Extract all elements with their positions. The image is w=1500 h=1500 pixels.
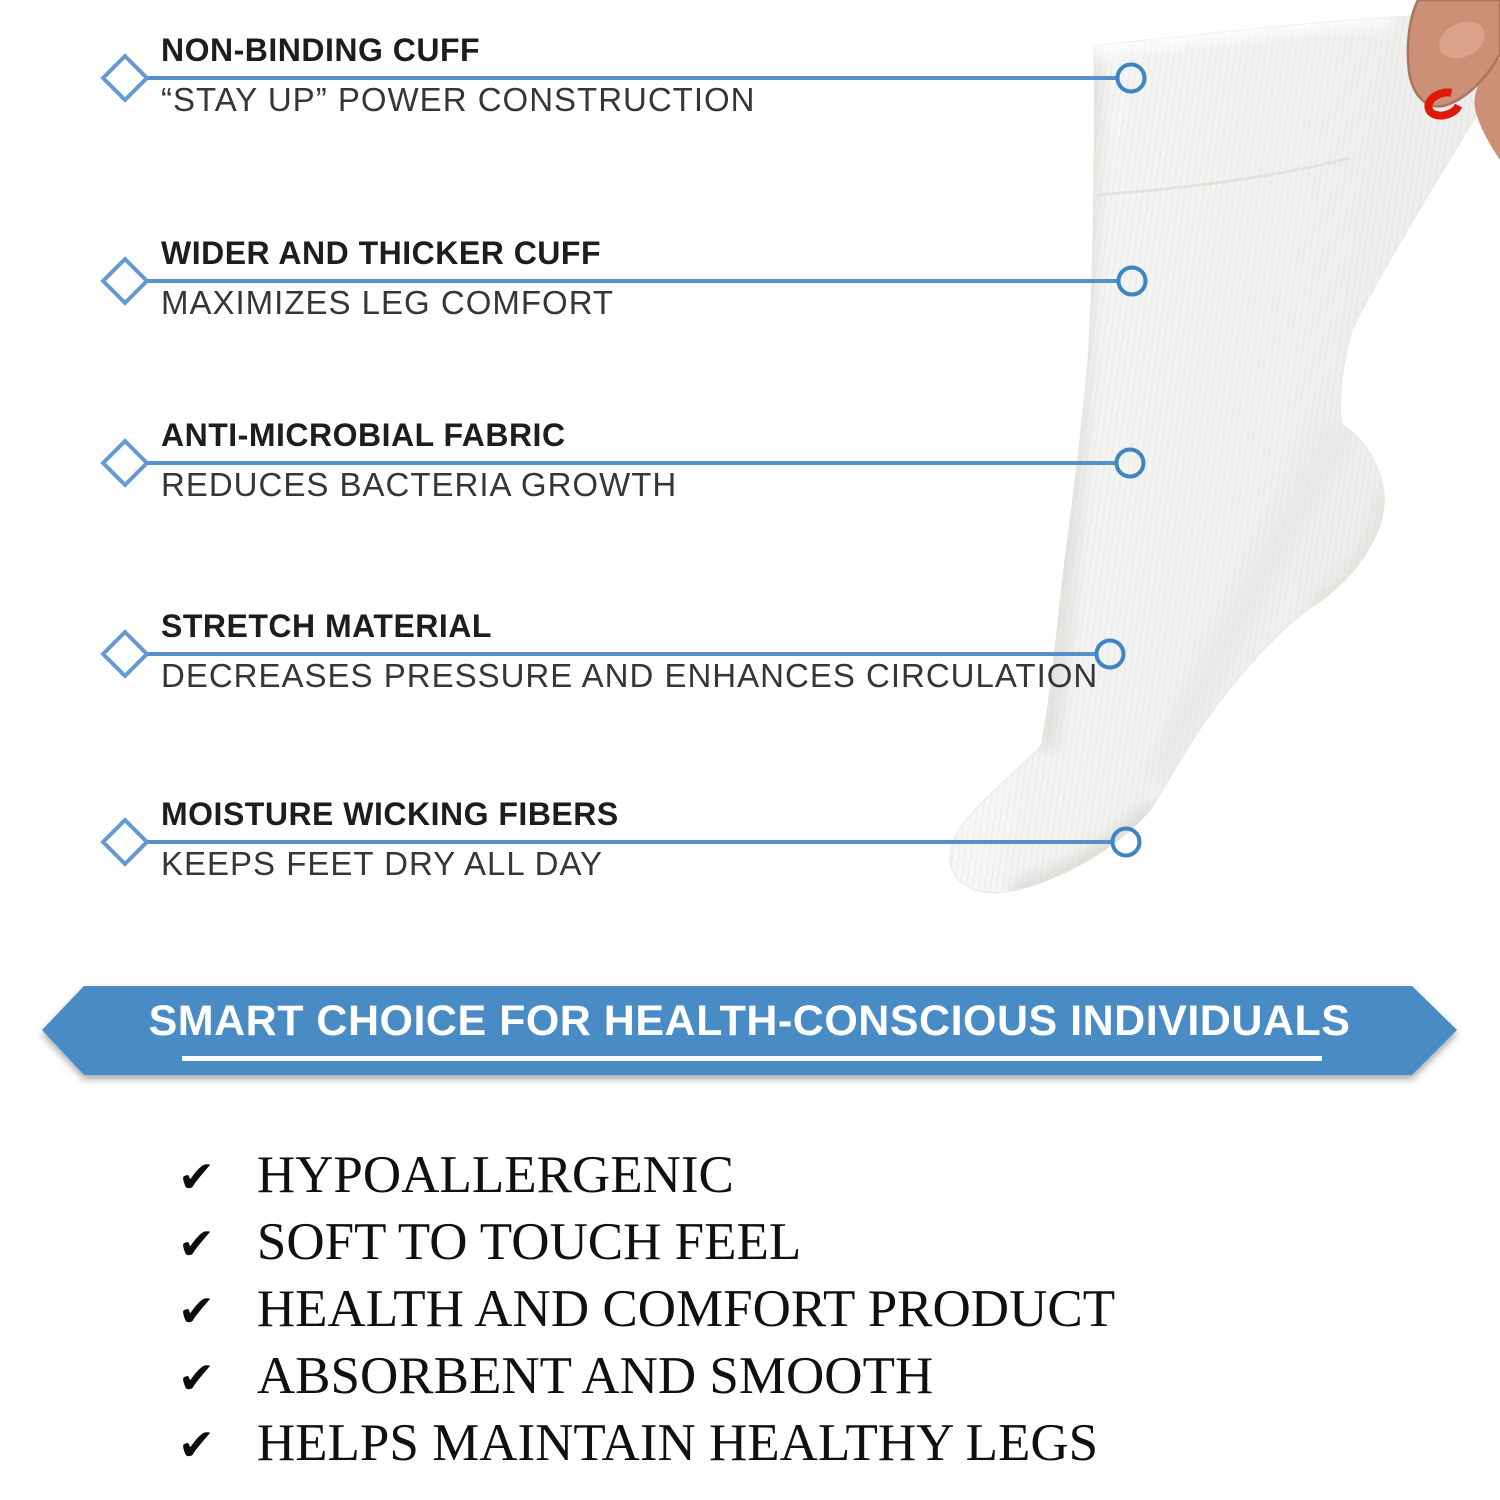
callout-title: NON-BINDING CUFF [161, 32, 481, 68]
sock-rib-texture [950, 15, 1495, 892]
callout-anti-microbial-fabric [161, 419, 677, 501]
benefits-list [178, 1142, 1115, 1477]
diamond-outline-icon [103, 441, 147, 485]
callout-wider-thicker-cuff [161, 237, 614, 319]
check-icon: ✔ [178, 1220, 215, 1269]
banner-underline [182, 1056, 1322, 1061]
benefit-label: HYPOALLERGENIC [256, 1146, 734, 1204]
check-icon: ✔ [178, 1153, 215, 1202]
callout-subtitle: DECREASES PRESSURE AND ENHANCES CIRCULATION [161, 657, 1099, 694]
benefit-item [178, 1142, 1115, 1209]
diamond-outline-icon [103, 632, 147, 676]
callout-subtitle: KEEPS FEET DRY ALL DAY [161, 845, 604, 882]
sock-image [950, 15, 1495, 892]
benefit-item [178, 1209, 1115, 1276]
check-icon: ✔ [178, 1354, 215, 1403]
callout-title: MOISTURE WICKING FIBERS [161, 796, 619, 832]
benefit-label: HELPS MAINTAIN HEALTHY LEGS [256, 1414, 1099, 1472]
check-icon: ✔ [178, 1421, 215, 1470]
callout-subtitle: MAXIMIZES LEG COMFORT [161, 284, 615, 321]
benefit-item [178, 1343, 1115, 1410]
callout-title: ANTI-MICROBIAL FABRIC [161, 417, 566, 453]
callout-title: STRETCH MATERIAL [161, 608, 492, 644]
callout-subtitle: “STAY UP” POWER CONSTRUCTION [161, 81, 756, 118]
banner-headline: SMART CHOICE FOR HEALTH-CONSCIOUS INDIVIDUALS [148, 997, 1351, 1045]
callout-non-binding-cuff [161, 34, 756, 116]
check-icon: ✔ [178, 1287, 215, 1336]
callout-title: WIDER AND THICKER CUFF [161, 235, 601, 271]
diamond-outline-icon [103, 820, 147, 864]
diamond-outline-icon [103, 56, 147, 100]
benefit-label: HEALTH AND COMFORT PRODUCT [256, 1280, 1116, 1338]
benefit-item [178, 1276, 1115, 1343]
benefit-label: ABSORBENT AND SMOOTH [256, 1347, 934, 1405]
callout-subtitle: REDUCES BACTERIA GROWTH [161, 466, 678, 503]
diamond-outline-icon [103, 259, 147, 303]
callout-moisture-wicking-fibers [161, 798, 619, 880]
benefit-item [178, 1410, 1115, 1477]
benefit-label: SOFT TO TOUCH FEEL [256, 1213, 802, 1271]
callout-stretch-material [161, 610, 1098, 692]
